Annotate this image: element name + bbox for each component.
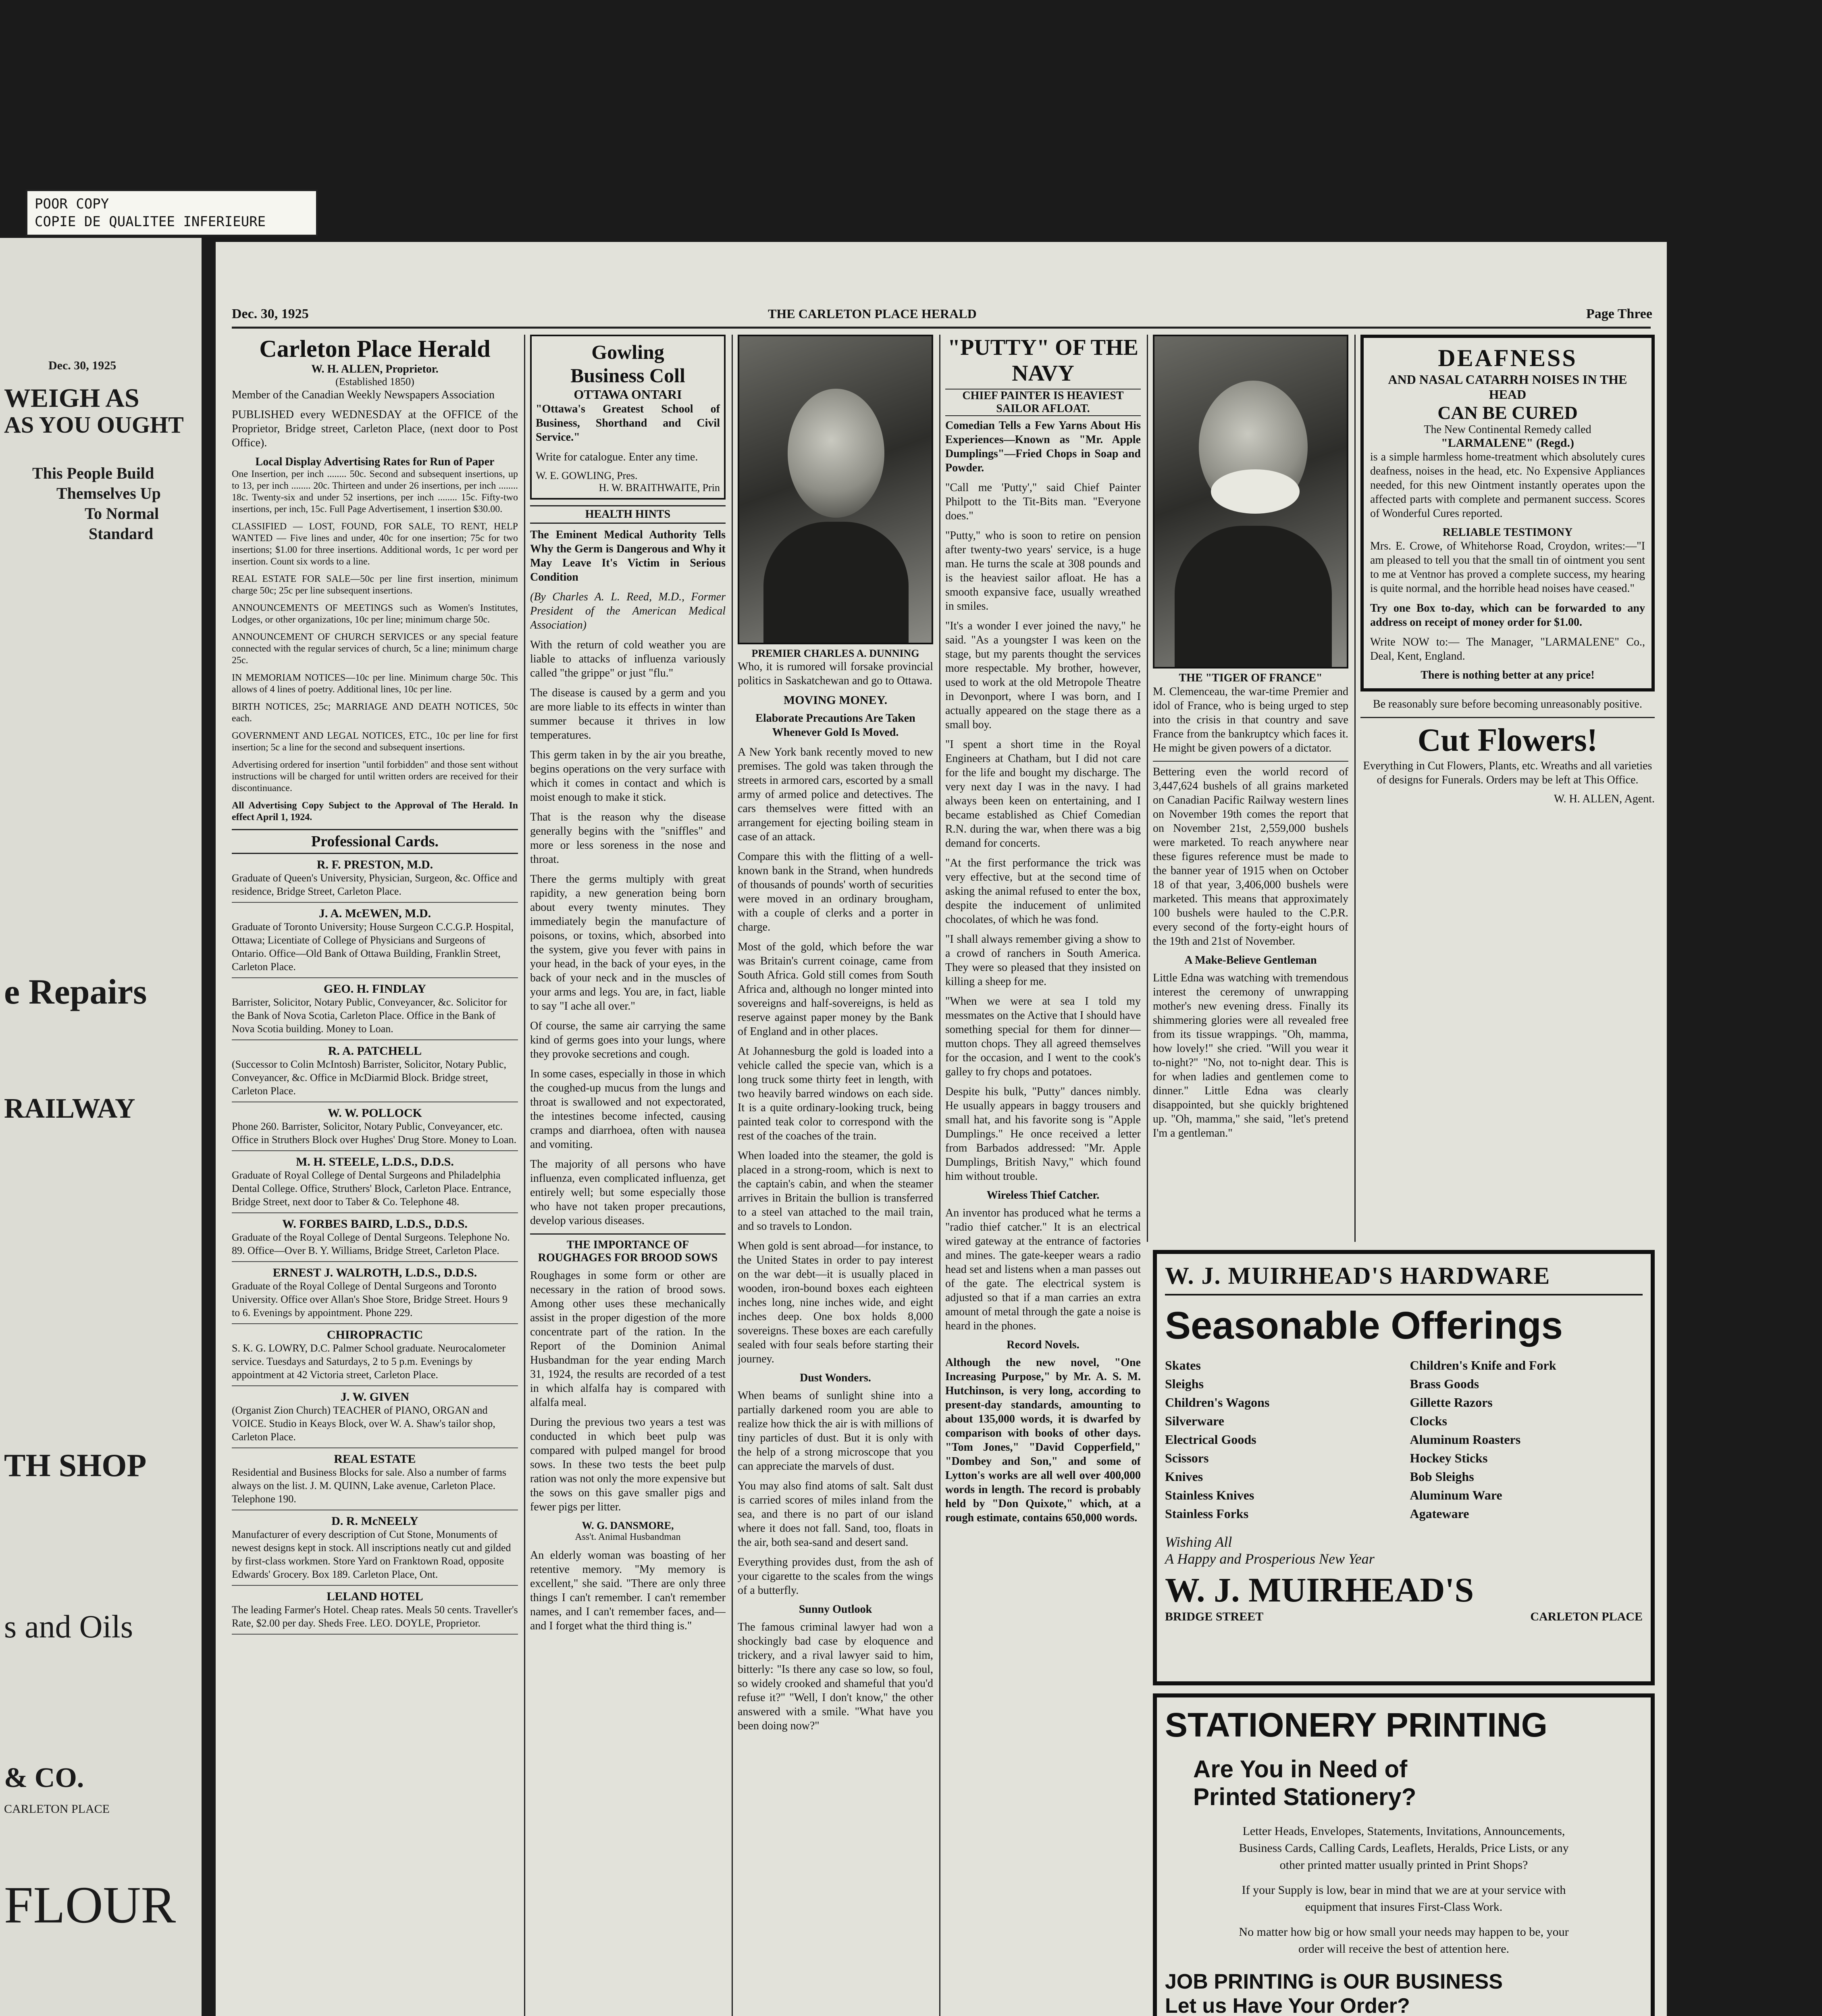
professional-card-text: Graduate of Toronto University; House Surgeon C.C.G.P. Hospital, Ottawa; Licentiate of College of Physicians and Surgeons of Ontario. Office—Old Bank of Ottawa Building, Franklin Street, Carleton Place. bbox=[232, 921, 514, 973]
moving-money-body bbox=[738, 745, 933, 1366]
professional-card-name: R. F. PRESTON, M.D. bbox=[316, 858, 433, 871]
hardware-item: Silverware bbox=[1165, 1414, 1224, 1428]
sunny-outlook-body: The famous criminal lawyer had won a shockingly bad case by eloquence and trickery, and a rival lawyer said to him, bitterly: "Is there any case so low, so foul, so widely crooked and shameful that you'd refuse it?" "Well, I don't know," the other answered with a smile. "What have you been doing now?" bbox=[738, 1621, 933, 1732]
gowling-city: OTTAWA ONTARI bbox=[574, 387, 682, 402]
professional-card-text: (Successor to Colin McIntosh) Barrister, Solicitor, Notary Public, Conveyancer, &c. Office in McDiarmid Block. Bridge street, Carleton Place. bbox=[232, 1058, 507, 1097]
cut-flowers-agent: W. H. ALLEN, Agent. bbox=[1554, 793, 1655, 805]
stationery-question-2: Printed Stationery? bbox=[1193, 1783, 1416, 1810]
cut-flowers-title: Cut Flowers! bbox=[1360, 717, 1655, 759]
hardware-item: Brass Goods bbox=[1410, 1377, 1479, 1391]
professional-card-name: LELAND HOTEL bbox=[327, 1590, 423, 1603]
rates-text: One Insertion, per inch ........ 50c. Second and subsequent insertions, up to 13, per inch ........ 20c. Thirteen and under 26 insertions, per inch ........ 18c. Twenty-six and under 52 insertions, per inch ........ 15c. Fifty-two insertions, per inch, 15c. Full Page Advertisement, 1 insertion $30.00. bbox=[232, 469, 518, 514]
professional-card-text: Graduate of Queen's University, Physician, Surgeon, &c. Office and residence, Bridge Street, Carleton Place. bbox=[232, 872, 518, 897]
professional-card bbox=[232, 1213, 518, 1262]
professional-card bbox=[232, 1586, 518, 1635]
putty-paragraph: "I spent a short time in the Royal Engineers at Chatham, but I did not care for the life and bought my discharge. The very next day I was in the navy. I had always been keen on entertaining, and I became established as Chief Comedian R.N. during the war, when there was a big demand for concerts. bbox=[945, 738, 1141, 850]
health-hints-title: HEALTH HINTS bbox=[530, 505, 726, 524]
dust-wonders-paragraph: You may also find atoms of salt. Salt dust is carried scores of miles inland from the sea, and there is no part of our island where it does not fall. Sand, too, floats in the air, both sea-sand and desert sand. bbox=[738, 1480, 933, 1549]
deafness-address: Write NOW to:— The Manager, "LARMALENE" Co., Deal, Kent, England. bbox=[1370, 636, 1645, 662]
header-date: Dec. 30, 1925 bbox=[232, 306, 309, 321]
hardware-title: W. J. MUIRHEAD'S HARDWARE bbox=[1165, 1262, 1643, 1295]
roughages-paragraph: Roughages in some form or other are necessary in the ration of brood sows. Among other uses these mechanically assist in the proper digestion of the more concentrate part of the ration. In the Report of the Dominion Animal Husbandman for the year ending March 31, 1924, the results are recorded of a test in which alfalfa hay is compared with alfalfa meal. bbox=[530, 1269, 726, 1409]
real-estate-rates: REAL ESTATE FOR SALE—50c per line first insertion, minimum charge 50c; 25c per line subsequent insertions. bbox=[232, 574, 518, 596]
hardware-item: Electrical Goods bbox=[1165, 1432, 1256, 1447]
putty-paragraph: "When we were at sea I told my messmates on the Active that I should have something special for them for dinner—mutton chops. They all agreed themselves for the occasion, and I went to the cook's galley to fry chops and potatoes. bbox=[945, 995, 1141, 1078]
hardware-headline: Seasonable Offerings bbox=[1165, 1304, 1563, 1347]
hardware-name: W. J. MUIRHEAD'S bbox=[1165, 1570, 1474, 1609]
stamp-line-1: POOR COPY bbox=[35, 196, 109, 212]
deafness-cured: CAN BE CURED bbox=[1437, 402, 1578, 423]
health-hints-paragraph: In some cases, especially in those in which the coughed-up mucus from the lungs and throat is swallowed and not expectorated, the intestines become infected, causing cramps and diarrhoea, often with nausea and vomiting. bbox=[530, 1068, 726, 1151]
gowling-title-1: Gowling bbox=[591, 341, 664, 363]
deafness-try-one: Try one Box to-day, which can be forwarded to any address on receipt of money order for $1.00. bbox=[1370, 602, 1645, 629]
dust-wonders-paragraph: When beams of sunlight shine into a partially darkened room you are able to realize how thick the air is with millions of tiny particles of dust. But it is only with the help of a strong microscope that you can appreciate the marvels of dust. bbox=[738, 1389, 933, 1472]
hardware-item: Knives bbox=[1165, 1469, 1203, 1484]
poor-copy-stamp bbox=[26, 190, 318, 236]
clemenceau-caption-title: THE "TIGER OF FRANCE" bbox=[1179, 672, 1323, 684]
dust-wonders-body bbox=[738, 1389, 933, 1597]
left-ad-2d: Standard bbox=[89, 525, 154, 543]
gowling-write: Write for catalogue. Enter any time. bbox=[536, 451, 698, 463]
left-ad-2b: Themselves Up bbox=[56, 484, 161, 502]
legal-rates: GOVERNMENT AND LEGAL NOTICES, ETC., 10c per line for first insertion; 5c a line for the second and subsequent insertions. bbox=[232, 731, 518, 753]
health-hints-byline: (By Charles A. L. Reed, M.D., Former President of the American Medical Association) bbox=[530, 591, 726, 631]
health-hints-paragraph: This germ taken in by the air you breathe, begins operations on the very surface with which it comes in contact and which is moist enough to make it stick. bbox=[530, 749, 726, 804]
professional-card-name: J. A. McEWEN, M.D. bbox=[318, 907, 431, 920]
hardware-items-right bbox=[1410, 1356, 1643, 1523]
left-page-fragment bbox=[0, 238, 202, 2016]
column-rule bbox=[732, 335, 733, 2016]
moving-money-paragraph: A New York bank recently moved to new premises. The gold was taken through the streets in armored cars, escorted by a small army of armed police and detectives. The cars themselves were fitted with an arrangement for ejecting boiling steam in case of an attack. bbox=[738, 746, 933, 843]
putty-paragraph: "Call me 'Putty'," said Chief Painter Philpott to the Tit-Bits man. "Everyone does." bbox=[945, 481, 1141, 522]
hardware-item-list bbox=[1165, 1356, 1643, 1523]
hardware-item: Aluminum Roasters bbox=[1410, 1432, 1521, 1447]
rates-title: Local Display Advertising Rates for Run of Paper bbox=[255, 456, 495, 468]
column-masthead-cards bbox=[232, 335, 518, 2016]
wireless-body: An inventor has produced what he terms a "radio thief catcher." It is an electrical wired gateway at the entrance of factories and mines. The gate-keeper wears a radio head set and listens when a man passes out of the gate. The electrical system is adjusted so that if a man carries an extra amount of metal through the gate a noise is heard in the phones. bbox=[945, 1207, 1141, 1332]
moving-money-paragraph: When gold is sent abroad—for instance, to the United States in order to pay interest on the war debt—it is usually placed in wooden, iron-bound boxes each eighteen inches long, nine inches wide, and eight inches deep. One box holds 8,000 sovereigns. These boxes are each carefully sealed with four seals before starting their journey. bbox=[738, 1240, 933, 1365]
column-moving-money bbox=[738, 335, 933, 2016]
professional-card-text: Phone 260. Barrister, Solicitor, Notary Public, Conveyancer, etc. Office in Struthers Block over Hughes' Drug Store. Money to Loan. bbox=[232, 1120, 517, 1145]
professional-card bbox=[232, 854, 518, 903]
putty-subtitle-2: Comedian Tells a Few Yarns About His Experiences—Known as "Mr. Apple Dumplings"—Fried Chops in Soap and Powder. bbox=[945, 419, 1141, 474]
hardware-wish-1: Wishing All bbox=[1165, 1534, 1232, 1550]
testimony-title: RELIABLE TESTIMONY bbox=[1442, 526, 1573, 539]
make-believe-title: A Make-Believe Gentleman bbox=[1184, 954, 1317, 966]
professional-card-name: W. W. POLLOCK bbox=[328, 1106, 422, 1120]
hardware-street: BRIDGE STREET bbox=[1165, 1610, 1264, 1623]
professional-card bbox=[232, 978, 518, 1040]
left-ad-2c: To Normal bbox=[85, 504, 159, 523]
record-novels-body: Although the new novel, "One Increasing Purpose," by Mr. A. S. M. Hutchinson, is very long, according to present-day standards, amounting to about 135,000 words, it is dwarfed by comparison with books of other days. "Tom Jones," "David Copperfield," "Dombey and Son," and some of Lytton's works are all well over 400,000 words in length. The record is probably held by "Don Quixote," which, at a rough estimate, contains 650,000 words. bbox=[945, 1356, 1141, 1524]
column-deafness-flowers bbox=[1360, 335, 1655, 1238]
stationery-body-3: No matter how big or how small your needs may happen to be, your order will receive the best of attention here. bbox=[1239, 1925, 1569, 1956]
left-shop: TH SHOP bbox=[4, 1448, 147, 1483]
professional-card-name: J. W. GIVEN bbox=[340, 1390, 410, 1404]
deafness-intro: The New Continental Remedy called bbox=[1424, 423, 1591, 436]
masthead-published: PUBLISHED every WEDNESDAY at the OFFICE of the Proprietor, Bridge street, Carleton Place, (next door to Post Office). bbox=[232, 408, 518, 449]
putty-paragraph: Despite his bulk, "Putty" dances nimbly. He usually appears in baggy trousers and small hat, and his favorite song is "Apple Dumplings." He once received a letter from Barbados addressed: "Mr. Apple Dumplings, British Navy," which found him without trouble. bbox=[945, 1085, 1141, 1183]
roughages-title: THE IMPORTANCE OF ROUGHAGES FOR BROOD SOWS bbox=[530, 1233, 726, 1264]
moving-money-paragraph: Most of the gold, which before the war was Britain's current coinage, came from South Africa. Gold still comes from South Africa and, although no longer minted into sovereigns and half-sovereigns, is held as reserve against paper money by the Bank of England and in other places. bbox=[738, 941, 933, 1038]
column-rule bbox=[939, 335, 940, 2016]
hardware-item: Stainless Knives bbox=[1165, 1488, 1254, 1502]
hardware-item: Aluminum Ware bbox=[1410, 1488, 1502, 1502]
cut-flowers-body: Everything in Cut Flowers, Plants, etc. Wreaths and all varieties of designs for Funerals. Orders may be left at This Office. bbox=[1363, 760, 1652, 786]
putty-paragraph: "Putty," who is soon to retire on pension after twenty-two years' service, is a huge man. He turns the scale at 308 pounds and is the heaviest sailor afloat. He has a smooth expansive face, usually wreathed in smiles. bbox=[945, 529, 1141, 612]
roughages-signature: W. G. DANSMORE, bbox=[582, 1520, 674, 1531]
reasonable-maxim: Be reasonably sure before becoming unreasonably positive. bbox=[1373, 698, 1642, 710]
hardware-items-left bbox=[1165, 1356, 1398, 1523]
professional-card-name: REAL ESTATE bbox=[334, 1452, 416, 1466]
professional-card-text: Graduate of the Royal College of Dental Surgeons. Telephone No. 89. Office—Over B. Y. Williams, Bridge Street, Carleton Place. bbox=[232, 1231, 510, 1256]
roughages-body bbox=[530, 1268, 726, 1514]
moving-money-paragraph: When loaded into the steamer, the gold is placed in a strong-room, which is next to the captain's cabin, and when the steamer arrives in Britain the bullion is transferred to a steel van attached to the mail train, and so travels to London. bbox=[738, 1150, 933, 1233]
stationery-body-1: Letter Heads, Envelopes, Statements, Invitations, Announcements, Business Cards, Calling Cards, Leaflets, Heralds, Price Lists, or any other printed matter usually printed in Print Shops? bbox=[1239, 1824, 1569, 1872]
elderly-woman-joke: An elderly woman was boasting of her retentive memory. "My memory is excellent," she said. "There are only three things I can't remember. I can't remember names, and I can't remember faces, and—and I forget what the third thing is." bbox=[530, 1549, 726, 1632]
hardware-item: Sleighs bbox=[1165, 1377, 1204, 1391]
deafness-no-better: There is nothing better at any price! bbox=[1421, 669, 1595, 681]
professional-card bbox=[232, 1151, 518, 1213]
left-ad-1a: WEIGH AS bbox=[4, 383, 139, 413]
deafness-title: DEAFNESS bbox=[1438, 345, 1577, 371]
column-putty bbox=[945, 335, 1141, 2016]
health-hints-paragraph: There the germs multiply with great rapidity, a new generation being born about every twenty minutes. They immediately begin the manufacture of poisons, or toxins, which, absorbed into the system, give you fever with pains in your head, in the back of your eyes, in the back of your neck and in the muscles of your arms and legs. You are, in fact, liable to say "I ache all over." bbox=[530, 873, 726, 1012]
column-gowling-health bbox=[530, 335, 726, 2016]
newspaper-page bbox=[216, 242, 1667, 2016]
professional-card-text: Barrister, Solicitor, Notary Public, Conveyancer, &c. Solicitor for the Bank of Nova Scotia, Carleton Place. Office in the Bank of Nova Scotia building. Money to Loan. bbox=[232, 996, 507, 1035]
hardware-item: Scissors bbox=[1165, 1451, 1209, 1465]
gowling-president: W. E. GOWLING, Pres. bbox=[536, 470, 638, 481]
professional-card-name: CHIROPRACTIC bbox=[327, 1328, 423, 1341]
dust-wonders-title: Dust Wonders. bbox=[800, 1372, 871, 1384]
roughages-paragraph: During the previous two years a test was conducted in which beet pulp was compared with pulped mangel for brood sows. In these two tests the beet pulp ration was not only the more expensive but the sows on this gave smaller pigs and fewer pigs per litter. bbox=[530, 1416, 726, 1513]
moving-money-paragraph: Compare this with the flitting of a well-known bank in the Strand, when hundreds of thousands of pounds' worth of securities were moved in an ordinary brougham, with a couple of clerks and a porter in charge. bbox=[738, 850, 933, 933]
dunning-caption-title: PREMIER CHARLES A. DUNNING bbox=[751, 648, 919, 659]
hardware-item: Clocks bbox=[1410, 1414, 1447, 1428]
professional-card-name: W. FORBES BAIRD, L.D.S., D.D.S. bbox=[282, 1217, 468, 1231]
professional-card bbox=[232, 1324, 518, 1386]
dust-wonders-paragraph: Everything provides dust, from the ash of your cigarette to the scales from the wings of a butterfly. bbox=[738, 1556, 933, 1597]
putty-subtitle-1: CHIEF PAINTER IS HEAVIEST SAILOR AFLOAT. bbox=[945, 389, 1141, 416]
professional-card-name: ERNEST J. WALROTH, L.D.S., D.D.S. bbox=[272, 1266, 477, 1279]
deafness-ad bbox=[1360, 335, 1655, 691]
order-line: Let us Have Your Order? bbox=[1165, 1994, 1410, 2016]
professional-card-text: (Organist Zion Church) TEACHER of PIANO, ORGAN and VOICE. Studio in Keays Block, over W. A. Shaw's tailor shop, Carleton Place. bbox=[232, 1404, 495, 1443]
health-hints-subtitle: The Eminent Medical Authority Tells Why the Germ is Dangerous and Why it May Leave It's Victim in Serious Condition bbox=[530, 529, 726, 583]
clemenceau-caption-text: M. Clemenceau, the war-time Premier and idol of France, who is being urged to step into the crisis in that country and save France from the bankruptcy which faces it. He might be given powers of a dictator. bbox=[1153, 685, 1348, 754]
health-hints-paragraph: Of course, the same air carrying the same kind of germs goes into your lungs, where they provoke secretions and cough. bbox=[530, 1020, 726, 1060]
left-ad-1b: AS YOU OUGHT bbox=[4, 412, 184, 438]
putty-paragraph: "At the first performance the trick was very effective, but at the second time of asking the animal refused to enter the box, despite the inducement of unlimited chocolates, of which he was fond. bbox=[945, 857, 1141, 926]
stationery-body-2: If your Supply is low, bear in mind that we are at your service with equipment that insures First-Class Work. bbox=[1242, 1883, 1566, 1914]
hardware-item: Agateware bbox=[1410, 1506, 1469, 1521]
grain-record-text: Bettering even the world record of 3,447,624 bushels of all grains marketed on Canadian Pacific Railway western lines on November 19th comes the report that on November 21st, 2,559,000 bushels were marketed. To reach anywhere near these figures reference must be made to the banner year of 1915 when on October 18 of that year, 3,406,000 bushels were marketed. This means that approximately 100 bushels were hauled to the C.P.R. every second of the forty-eight hours of the 19th and 21st of November. bbox=[1153, 761, 1348, 948]
health-hints-body bbox=[530, 638, 726, 1228]
testimony-body: Mrs. E. Crowe, of Whitehorse Road, Croydon, writes:—"I am pleased to tell you that the small tin of ointment you sent to me at Ventnor has proved a complete success, my hearing is quite normal, and the horrible head noises have ceased." bbox=[1370, 540, 1645, 595]
column-tiger bbox=[1153, 335, 1348, 1238]
roughages-signature-title: Ass't. Animal Husbandman bbox=[575, 1532, 681, 1542]
left-oils: s and Oils bbox=[4, 1609, 133, 1645]
hardware-address bbox=[1165, 1610, 1643, 1624]
professional-card bbox=[232, 1448, 518, 1510]
health-hints-paragraph: That is the reason why the disease generally begins with the "sniffles" and more or less soreness in the nose and throat. bbox=[530, 811, 726, 866]
masthead-established: (Established 1850) bbox=[335, 376, 414, 387]
hardware-item: Gillette Razors bbox=[1410, 1395, 1493, 1410]
professional-card-name: GEO. H. FINDLAY bbox=[324, 982, 426, 996]
column-rule bbox=[1354, 335, 1356, 1242]
left-repairs: e Repairs bbox=[4, 973, 147, 1012]
make-believe-body: Little Edna was watching with tremendous interest the ceremony of unwrapping mother's new evening dress. Finally its shimmering glories were all revealed free from its tissue wrappings. "Oh, mamma, how lovely!" she cried. "Will you wear it to-night?" "No, not to-night dear. This is for when ladies and gentlemen come to dinner." Little Edna was clearly disappointed, but she quickly brightened up. "Oh, mamma," she said, "let's pretend I'm a gentleman." bbox=[1153, 972, 1348, 1139]
deafness-product: "LARMALENE" (Regd.) bbox=[1441, 436, 1574, 450]
wireless-title: Wireless Thief Catcher. bbox=[986, 1189, 1100, 1202]
hardware-town: CARLETON PLACE bbox=[1530, 1610, 1643, 1623]
sunny-outlook-title: Sunny Outlook bbox=[799, 1603, 872, 1616]
stamp-line-2: COPIE DE QUALITEE INFERIEURE bbox=[35, 214, 266, 230]
left-carleton: CARLETON PLACE bbox=[4, 1802, 110, 1816]
header-paper: THE CARLETON PLACE HERALD bbox=[768, 306, 977, 321]
professional-card-text: Graduate of the Royal College of Dental Surgeons and Toronto University. Office over Allan's Shoe Store, Bridge Street. Hours 9 to 6. Evenings by appointment. Phone 229. bbox=[232, 1280, 508, 1318]
church-rates: ANNOUNCEMENT OF CHURCH SERVICES or any special feature connected with the regular services of church, 5c a line; minimum charge 25c. bbox=[232, 632, 518, 666]
professional-card-text: Manufacturer of every description of Cut Stone, Monuments of newest designs kept in stock. All inscriptions neatly cut and gilded by first-class workmen. Store Yard on Franktown Road, opposite Edwards' Grocery. Box 189. Carleton Place, Ont. bbox=[232, 1529, 511, 1580]
putty-title: "PUTTY" OF THE NAVY bbox=[948, 335, 1138, 386]
hardware-wish-2: A Happy and Prosperious New Year bbox=[1165, 1551, 1375, 1567]
health-hints-paragraph: The disease is caused by a germ and you are more liable to its effects in winter than summer because it thrives in low temperatures. bbox=[530, 687, 726, 741]
hardware-item: Children's Knife and Fork bbox=[1410, 1358, 1556, 1372]
header-rule bbox=[232, 327, 1651, 329]
professional-cards bbox=[232, 854, 518, 1635]
left-railway: RAILWAY bbox=[4, 1093, 135, 1124]
professional-card-name: D. R. McNEELY bbox=[331, 1514, 418, 1528]
header-page: Page Three bbox=[1586, 306, 1652, 321]
putty-paragraph: "It's a wonder I ever joined the navy," he said. "As a youngster I was keen on the stage, but my parents thought the services more respectable. My brother, however, used to work at the old Metropole Theatre in Devonport, where I was born, and I actually appeared on the stage there as a small boy. bbox=[945, 620, 1141, 731]
left-flour: FLOUR bbox=[4, 1876, 176, 1934]
professional-card bbox=[232, 903, 518, 978]
health-hints-paragraph: The majority of all persons who have influenza, even complicated influenza, get entirely well; but some especially those who have not taken proper precautions, develop various diseases. bbox=[530, 1158, 726, 1227]
classified-text: CLASSIFIED — LOST, FOUND, FOR SALE, TO RENT, HELP WANTED — Five lines and under, 40c for one insertion; 75c for two insertions; $1.00 for three insertions. Additional words, 1c per word per insertion. Count six words to a line. bbox=[232, 521, 518, 567]
stationery-printing-ad bbox=[1153, 1693, 1655, 2016]
professional-card bbox=[232, 1386, 518, 1448]
professional-card-text: S. K. G. LOWRY, D.C. Palmer School graduate. Neurocalometer service. Tuesdays and Saturdays, 2 to 5 p.m. Evenings by appointment at 42 Victoria street, Carleton Place. bbox=[232, 1342, 505, 1381]
hardware-item: Children's Wagons bbox=[1165, 1395, 1270, 1410]
putty-body bbox=[945, 481, 1141, 1183]
stationery-body bbox=[1225, 1823, 1582, 1958]
professional-card bbox=[232, 1262, 518, 1324]
job-printing-line: JOB PRINTING is OUR BUSINESS bbox=[1165, 1970, 1503, 1993]
dunning-caption-text: Who, it is rumored will forsake provincial politics in Saskatchewan and go to Ottawa. bbox=[738, 660, 933, 687]
putty-paragraph: "I shall always remember giving a show to a crowd of ranchers in South America. They were so pleased that they insisted on killing a sheep for me. bbox=[945, 933, 1141, 988]
hardware-item: Hockey Sticks bbox=[1410, 1451, 1488, 1465]
left-co: & CO. bbox=[4, 1762, 84, 1793]
masthead-proprietor: W. H. ALLEN, Proprietor. bbox=[311, 363, 439, 375]
stationery-question-1: Are You in Need of bbox=[1193, 1756, 1408, 1783]
professional-card bbox=[232, 1102, 518, 1151]
dunning-portrait-photo bbox=[738, 335, 933, 644]
announcements-rates: ANNOUNCEMENTS OF MEETINGS such as Women's Institutes, Lodges, or other organizations, 10c per line; minimum charge 50c. bbox=[232, 603, 518, 625]
moving-money-title: MOVING MONEY. bbox=[783, 694, 888, 707]
record-novels-title: Record Novels. bbox=[1007, 1339, 1079, 1351]
moving-money-subtitle: Elaborate Precautions Are Taken Whenever Gold Is Moved. bbox=[755, 712, 915, 739]
professional-card bbox=[232, 1510, 518, 1586]
clemenceau-portrait-photo bbox=[1153, 335, 1348, 669]
professional-card-name: M. H. STEELE, L.D.S., D.D.S. bbox=[296, 1155, 454, 1168]
hardware-item: Bob Sleighs bbox=[1410, 1469, 1474, 1484]
professional-card-text: Graduate of Royal College of Dental Surgeons and Philadelphia Dental College. Office, Struthers' Block, Carleton Place. Entrance, Bridge Street, next door to Taber & Co. Telephone 48. bbox=[232, 1169, 511, 1208]
muirhead-hardware-ad bbox=[1153, 1250, 1655, 1685]
column-rule bbox=[524, 335, 525, 2016]
masthead-member: Member of the Canadian Weekly Newspapers Association bbox=[232, 389, 495, 401]
hardware-item: Stainless Forks bbox=[1165, 1506, 1249, 1521]
approval-notice: All Advertising Copy Subject to the Approval of The Herald. In effect April 1, 1924. bbox=[232, 800, 518, 823]
column-rule bbox=[1147, 335, 1148, 1242]
births-rates: BIRTH NOTICES, 25c; MARRIAGE AND DEATH NOTICES, 50c each. bbox=[232, 702, 518, 724]
gowling-slogan: "Ottawa's Greatest School of Business, Shorthand and Civil Service." bbox=[536, 403, 720, 444]
left-date: Dec. 30, 1925 bbox=[48, 359, 116, 372]
hardware-item: Skates bbox=[1165, 1358, 1201, 1372]
left-ad-2a: This People Build bbox=[32, 464, 154, 482]
stationery-title: STATIONERY PRINTING bbox=[1165, 1706, 1547, 1744]
professional-cards-title: Professional Cards. bbox=[232, 829, 518, 854]
gowling-title-2: Business Coll bbox=[570, 364, 685, 387]
deafness-body: is a simple harmless home-treatment which absolutely cures deafness, noises in the head, etc. No Expensive Appliances needed, for this new Ointment instantly operates upon the affected parts with complete and permanent success. Scores of Wonderful Cures reported. bbox=[1370, 451, 1645, 520]
deafness-subtitle: AND NASAL CATARRH NOISES IN THE HEAD bbox=[1388, 372, 1627, 402]
professional-card-text: The leading Farmer's Hotel. Cheap rates. Meals 50 cents. Traveller's Rate, $2.00 per day. Sheds Free. LEO. DOYLE, Proprietor. bbox=[232, 1604, 518, 1629]
health-hints-paragraph: With the return of cold weather you are liable to attacks of influenza variously called "the grippe" or just "flu." bbox=[530, 639, 726, 679]
gowling-ad bbox=[530, 335, 726, 500]
memoriam-rates: IN MEMORIAM NOTICES—10c per line. Minimum charge 50c. This allows of 4 lines of poetry. Additional lines, 10c per line. bbox=[232, 673, 518, 695]
masthead-title: Carleton Place Herald bbox=[259, 335, 491, 362]
professional-card-name: R. A. PATCHELL bbox=[328, 1044, 422, 1058]
forbidden-notice: Advertising ordered for insertion "until forbidden" and those sent without instructions will be charged for until written orders are received for their discontinuance. bbox=[232, 760, 518, 793]
gowling-principal: H. W. BRAITHWAITE, Prin bbox=[599, 482, 720, 494]
moving-money-paragraph: At Johannesburg the gold is loaded into a vehicle called the specie van, which is a long truck some thirty feet in length, with two heavily barred windows on each side. It is a quite ordinary-looking truck, being painted teak color to correspond with the rest of the coaches of the train. bbox=[738, 1045, 933, 1142]
professional-card-text: Residential and Business Blocks for sale. Also a number of farms always on the list. J. M. QUINN, Lake avenue, Carleton Place. Telephone 190. bbox=[232, 1466, 506, 1505]
professional-card bbox=[232, 1040, 518, 1102]
